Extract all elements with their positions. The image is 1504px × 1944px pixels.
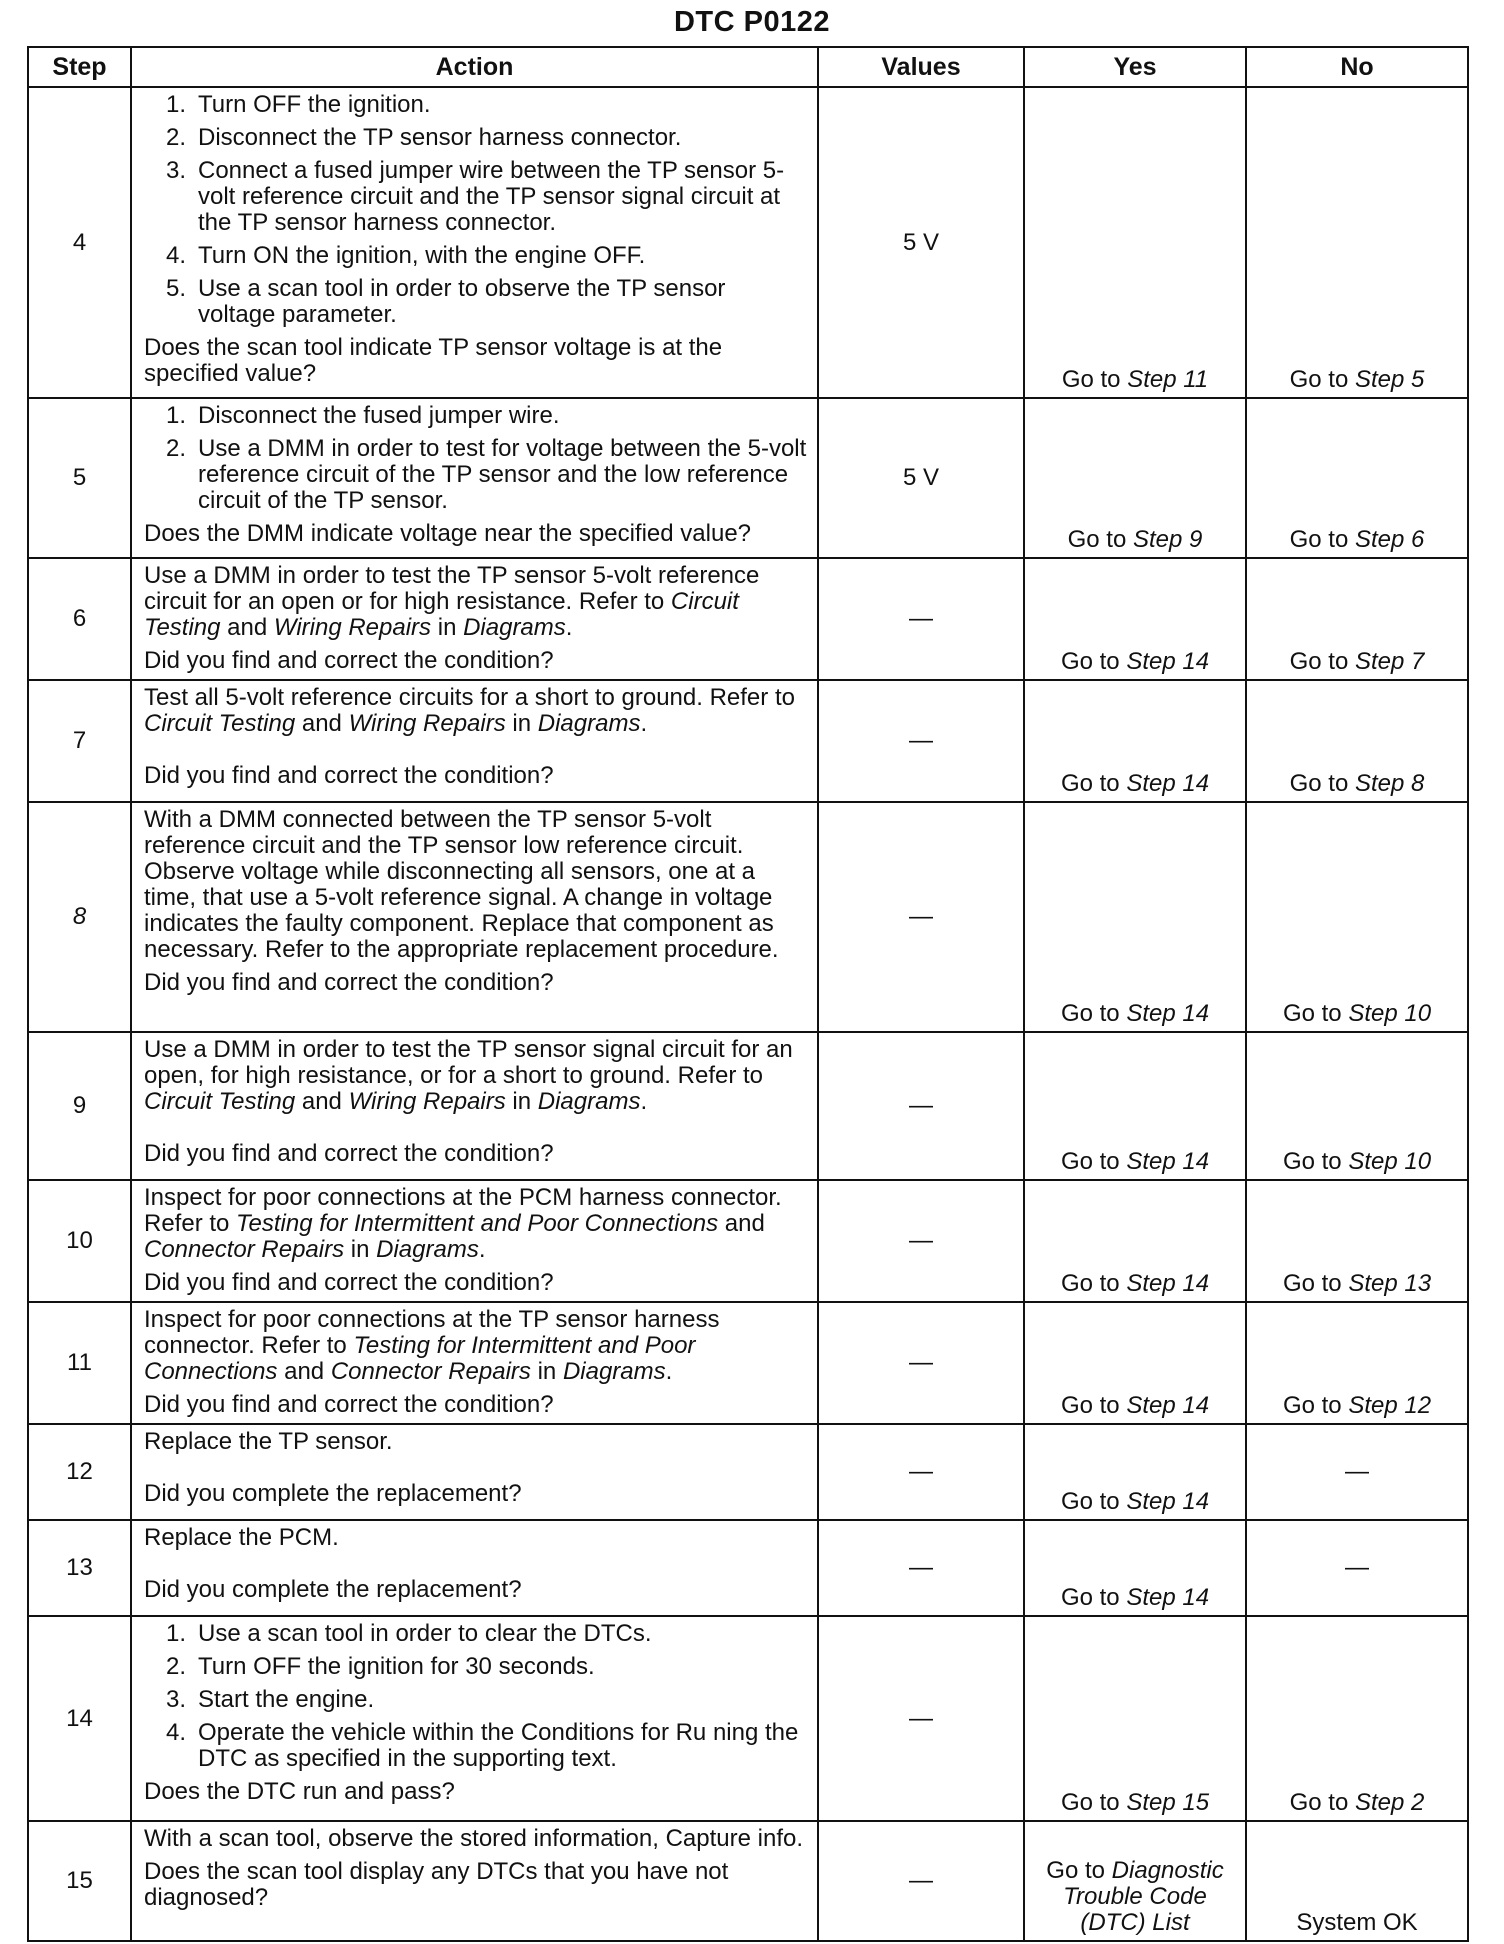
action-cell bbox=[131, 558, 818, 680]
action-cell bbox=[131, 398, 818, 558]
table-row-step-6 bbox=[28, 558, 1468, 680]
value-cell: 5 V bbox=[818, 398, 1024, 558]
action-question: Does the scan tool display any DTCs that you have not diagnosed? bbox=[144, 1858, 729, 1911]
action-cell bbox=[131, 1032, 818, 1180]
header-row bbox=[28, 47, 1468, 87]
no-cell: Go to Step 5 bbox=[1246, 87, 1468, 398]
action-text: Replace the TP sensor. bbox=[144, 1428, 393, 1455]
table-row-step-11 bbox=[28, 1302, 1468, 1424]
table-row-step-4 bbox=[28, 87, 1468, 398]
header-yes: Yes bbox=[1024, 47, 1246, 87]
action-text: With a scan tool, observe the stored information, Capture info. bbox=[144, 1825, 804, 1852]
step-number: 5 bbox=[28, 398, 131, 558]
action-question: Does the DTC run and pass? bbox=[144, 1778, 455, 1805]
list-item: 1. Turn OFF the ignition. bbox=[166, 91, 431, 118]
list-item: 5. Use a scan tool in order to observe the TP sensor voltage parameter. bbox=[166, 275, 726, 328]
action-text: Test all 5-volt reference circuits for a short to ground. Refer to Circuit Testing and Wiring Repairs in Diagrams. bbox=[144, 684, 795, 737]
no-cell: Go to Step 2 bbox=[1246, 1616, 1468, 1821]
action-question: Did you find and correct the condition? bbox=[144, 969, 554, 996]
step-number: 12 bbox=[28, 1424, 131, 1520]
step-number: 9 bbox=[28, 1032, 131, 1180]
step-number: 15 bbox=[28, 1821, 131, 1941]
no-cell: Go to Step 13 bbox=[1246, 1180, 1468, 1302]
diagnostic-table bbox=[27, 46, 1469, 1942]
no-cell: System OK bbox=[1246, 1821, 1468, 1941]
value-cell: — bbox=[818, 558, 1024, 680]
action-question: Did you find and correct the condition? bbox=[144, 1391, 554, 1418]
action-question: Does the DMM indicate voltage near the specified value? bbox=[144, 520, 752, 547]
action-question: Did you find and correct the condition? bbox=[144, 647, 554, 674]
action-question: Did you find and correct the condition? bbox=[144, 1269, 554, 1296]
action-cell bbox=[131, 1424, 818, 1520]
step-number: 8 bbox=[28, 802, 131, 1032]
table-row-step-7 bbox=[28, 680, 1468, 802]
action-text: Inspect for poor connections at the PCM harness connector. Refer to Testing for Intermittent and Poor Connections and Connector Repairs in Diagrams. bbox=[144, 1184, 782, 1263]
list-item: 1. Disconnect the fused jumper wire. bbox=[166, 402, 560, 429]
action-text: Inspect for poor connections at the TP sensor harness connector. Refer to Testing for Intermittent and Poor Connections and Connector Repairs in Diagrams. bbox=[144, 1306, 720, 1385]
action-question: Did you find and correct the condition? bbox=[144, 1140, 554, 1167]
list-item: 3. Start the engine. bbox=[166, 1686, 375, 1713]
step-number: 14 bbox=[28, 1616, 131, 1821]
step-number: 4 bbox=[28, 87, 131, 398]
yes-cell: Go to Step 14 bbox=[1024, 1302, 1246, 1424]
action-list bbox=[144, 1621, 807, 1772]
list-item: 2. Use a DMM in order to test for voltage between the 5-volt reference circuit of the TP sensor and the low reference circuit of the TP sensor. bbox=[166, 435, 807, 514]
value-cell: — bbox=[818, 1616, 1024, 1821]
action-question: Does the scan tool indicate TP sensor voltage is at the specified value? bbox=[144, 334, 723, 387]
action-text: Use a DMM in order to test the TP sensor 5-volt reference circuit for an open or for high resistance. Refer to Circuit Testing and Wiring Repairs in Diagrams. bbox=[144, 562, 760, 641]
yes-cell: Go to Step 14 bbox=[1024, 1520, 1246, 1616]
action-cell bbox=[131, 680, 818, 802]
value-cell: — bbox=[818, 802, 1024, 1032]
value-cell: — bbox=[818, 680, 1024, 802]
header-step: Step bbox=[28, 47, 131, 87]
table-row-step-5 bbox=[28, 398, 1468, 558]
yes-cell: Go to Step 14 bbox=[1024, 1180, 1246, 1302]
value-cell: — bbox=[818, 1520, 1024, 1616]
action-cell bbox=[131, 87, 818, 398]
table-row-step-15 bbox=[28, 1821, 1468, 1941]
table-row-step-13 bbox=[28, 1520, 1468, 1616]
action-list bbox=[144, 403, 807, 514]
no-cell: Go to Step 10 bbox=[1246, 1032, 1468, 1180]
list-item: 4. Turn ON the ignition, with the engine OFF. bbox=[166, 242, 646, 269]
action-cell bbox=[131, 1302, 818, 1424]
table-row-step-8 bbox=[28, 802, 1468, 1032]
value-cell: — bbox=[818, 1032, 1024, 1180]
table-row-step-10 bbox=[28, 1180, 1468, 1302]
value-cell: 5 V bbox=[818, 87, 1024, 398]
yes-cell: Go to Step 14 bbox=[1024, 680, 1246, 802]
value-cell: — bbox=[818, 1180, 1024, 1302]
step-number: 7 bbox=[28, 680, 131, 802]
list-item: 2. Turn OFF the ignition for 30 seconds. bbox=[166, 1653, 595, 1680]
action-question: Did you find and correct the condition? bbox=[144, 762, 554, 789]
step-number: 10 bbox=[28, 1180, 131, 1302]
action-cell bbox=[131, 1180, 818, 1302]
action-question: Did you complete the replacement? bbox=[144, 1576, 522, 1603]
header-no: No bbox=[1246, 47, 1468, 87]
yes-cell: Go to Step 14 bbox=[1024, 1032, 1246, 1180]
table-row-step-12 bbox=[28, 1424, 1468, 1520]
action-text: Replace the PCM. bbox=[144, 1524, 339, 1551]
list-item: 4. Operate the vehicle within the Conditions for Ru ning the DTC as specified in the supporting text. bbox=[166, 1719, 799, 1772]
action-cell bbox=[131, 802, 818, 1032]
yes-cell: Go to Step 15 bbox=[1024, 1616, 1246, 1821]
yes-cell: Go to Step 14 bbox=[1024, 802, 1246, 1032]
no-cell: Go to Step 6 bbox=[1246, 398, 1468, 558]
value-cell: — bbox=[818, 1424, 1024, 1520]
table-row-step-14 bbox=[28, 1616, 1468, 1821]
no-cell: — bbox=[1246, 1424, 1468, 1520]
page-title: DTC P0122 bbox=[673, 6, 830, 38]
header-values: Values bbox=[818, 47, 1024, 87]
action-text: With a DMM connected between the TP sensor 5-volt reference circuit and the TP sensor low reference circuit. Observe voltage while disconnecting all sensors, one at a time, that use a 5-volt reference signal. A change in voltage indicates the faulty component. Replace that component as necessary. Refer to the appropriate replacement procedure. bbox=[144, 806, 779, 963]
no-cell: Go to Step 10 bbox=[1246, 802, 1468, 1032]
yes-cell: Go to Step 14 bbox=[1024, 1424, 1246, 1520]
no-cell: Go to Step 8 bbox=[1246, 680, 1468, 802]
step-number: 11 bbox=[28, 1302, 131, 1424]
yes-cell: Go to Step 11 bbox=[1024, 87, 1246, 398]
value-cell: — bbox=[818, 1821, 1024, 1941]
action-cell bbox=[131, 1616, 818, 1821]
action-question: Did you complete the replacement? bbox=[144, 1480, 522, 1507]
value-cell: — bbox=[818, 1302, 1024, 1424]
header-action: Action bbox=[131, 47, 818, 87]
no-cell: — bbox=[1246, 1520, 1468, 1616]
yes-cell: Go to Step 14 bbox=[1024, 558, 1246, 680]
action-text: Use a DMM in order to test the TP sensor signal circuit for an open, for high resistance, or for a short to ground. Refer to Circuit Testing and Wiring Repairs in Diagrams. bbox=[144, 1036, 793, 1115]
action-list bbox=[144, 92, 807, 328]
list-item: 3. Connect a fused jumper wire between the TP sensor 5-volt reference circuit and the TP sensor signal circuit at the TP sensor harness connector. bbox=[166, 157, 785, 236]
yes-cell: Go to Step 9 bbox=[1024, 398, 1246, 558]
table-row-step-9 bbox=[28, 1032, 1468, 1180]
list-item: 1. Use a scan tool in order to clear the DTCs. bbox=[166, 1620, 652, 1647]
yes-cell: Go to Diagnostic Trouble Code (DTC) List bbox=[1024, 1821, 1246, 1941]
no-cell: Go to Step 12 bbox=[1246, 1302, 1468, 1424]
list-item: 2. Disconnect the TP sensor harness connector. bbox=[166, 124, 682, 151]
no-cell: Go to Step 7 bbox=[1246, 558, 1468, 680]
step-number: 13 bbox=[28, 1520, 131, 1616]
action-cell bbox=[131, 1520, 818, 1616]
action-cell bbox=[131, 1821, 818, 1941]
step-number: 6 bbox=[28, 558, 131, 680]
